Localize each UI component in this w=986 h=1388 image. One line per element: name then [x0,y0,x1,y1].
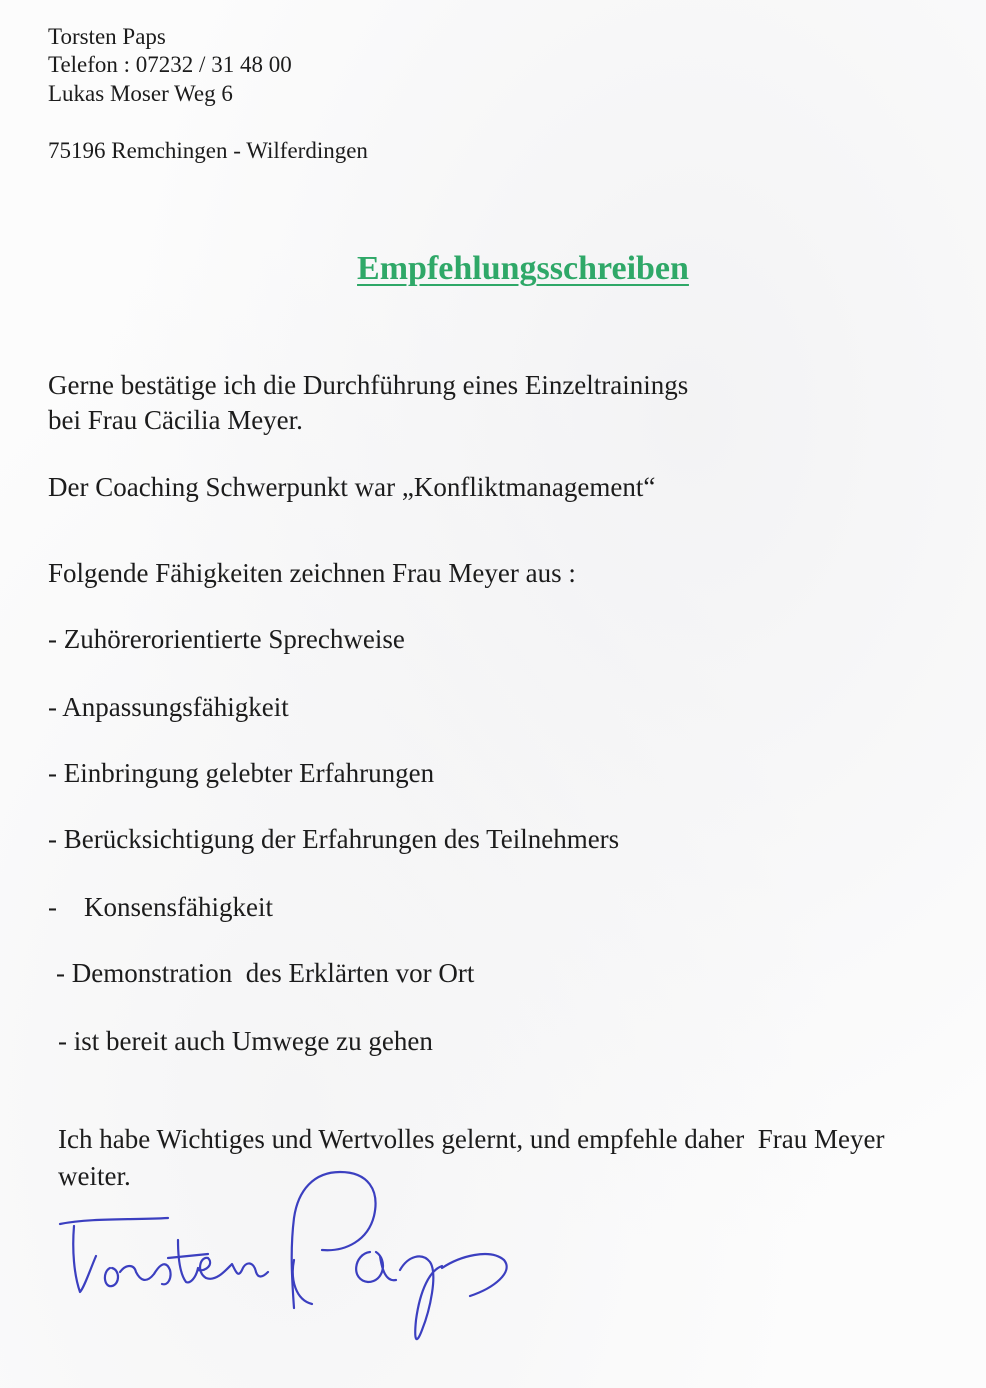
skill-item: - Konsensfähigkeit [48,892,273,922]
skill-item: - Einbringung gelebter Erfahrungen [48,758,435,788]
skill-item: - ist bereit auch Umwege zu gehen [58,1026,433,1056]
skill-item: - Demonstration des Erklärten vor Ort [56,958,475,988]
letter-title: Empfehlungsschreiben [357,250,689,287]
skill-item: - Zuhörerorientierte Sprechweise [48,624,405,654]
intro-line-2: bei Frau Cäcilia Meyer. [48,405,303,435]
sender-phone: Telefon : 07232 / 31 48 00 [48,52,292,77]
closing-line-1: Ich habe Wichtiges und Wertvolles gelernt, und empfehle daher Frau Meyer [58,1124,885,1154]
intro-line-1: Gerne bestätige ich die Durchführung eines Einzeltrainings [48,370,689,400]
handwritten-signature [50,1160,520,1360]
skills-heading: Folgende Fähigkeiten zeichnen Frau Meyer aus : [48,558,576,588]
coaching-focus: Der Coaching Schwerpunkt war „Konfliktmanagement“ [48,472,656,502]
skill-item: - Anpassungsfähigkeit [48,692,289,722]
sender-street: Lukas Moser Weg 6 [48,81,233,106]
closing-line-2: weiter. [58,1161,131,1191]
sender-name: Torsten Paps [48,24,166,49]
sender-city: 75196 Remchingen - Wilferdingen [48,138,368,163]
skill-item: - Berücksichtigung der Erfahrungen des Teilnehmers [48,824,620,854]
